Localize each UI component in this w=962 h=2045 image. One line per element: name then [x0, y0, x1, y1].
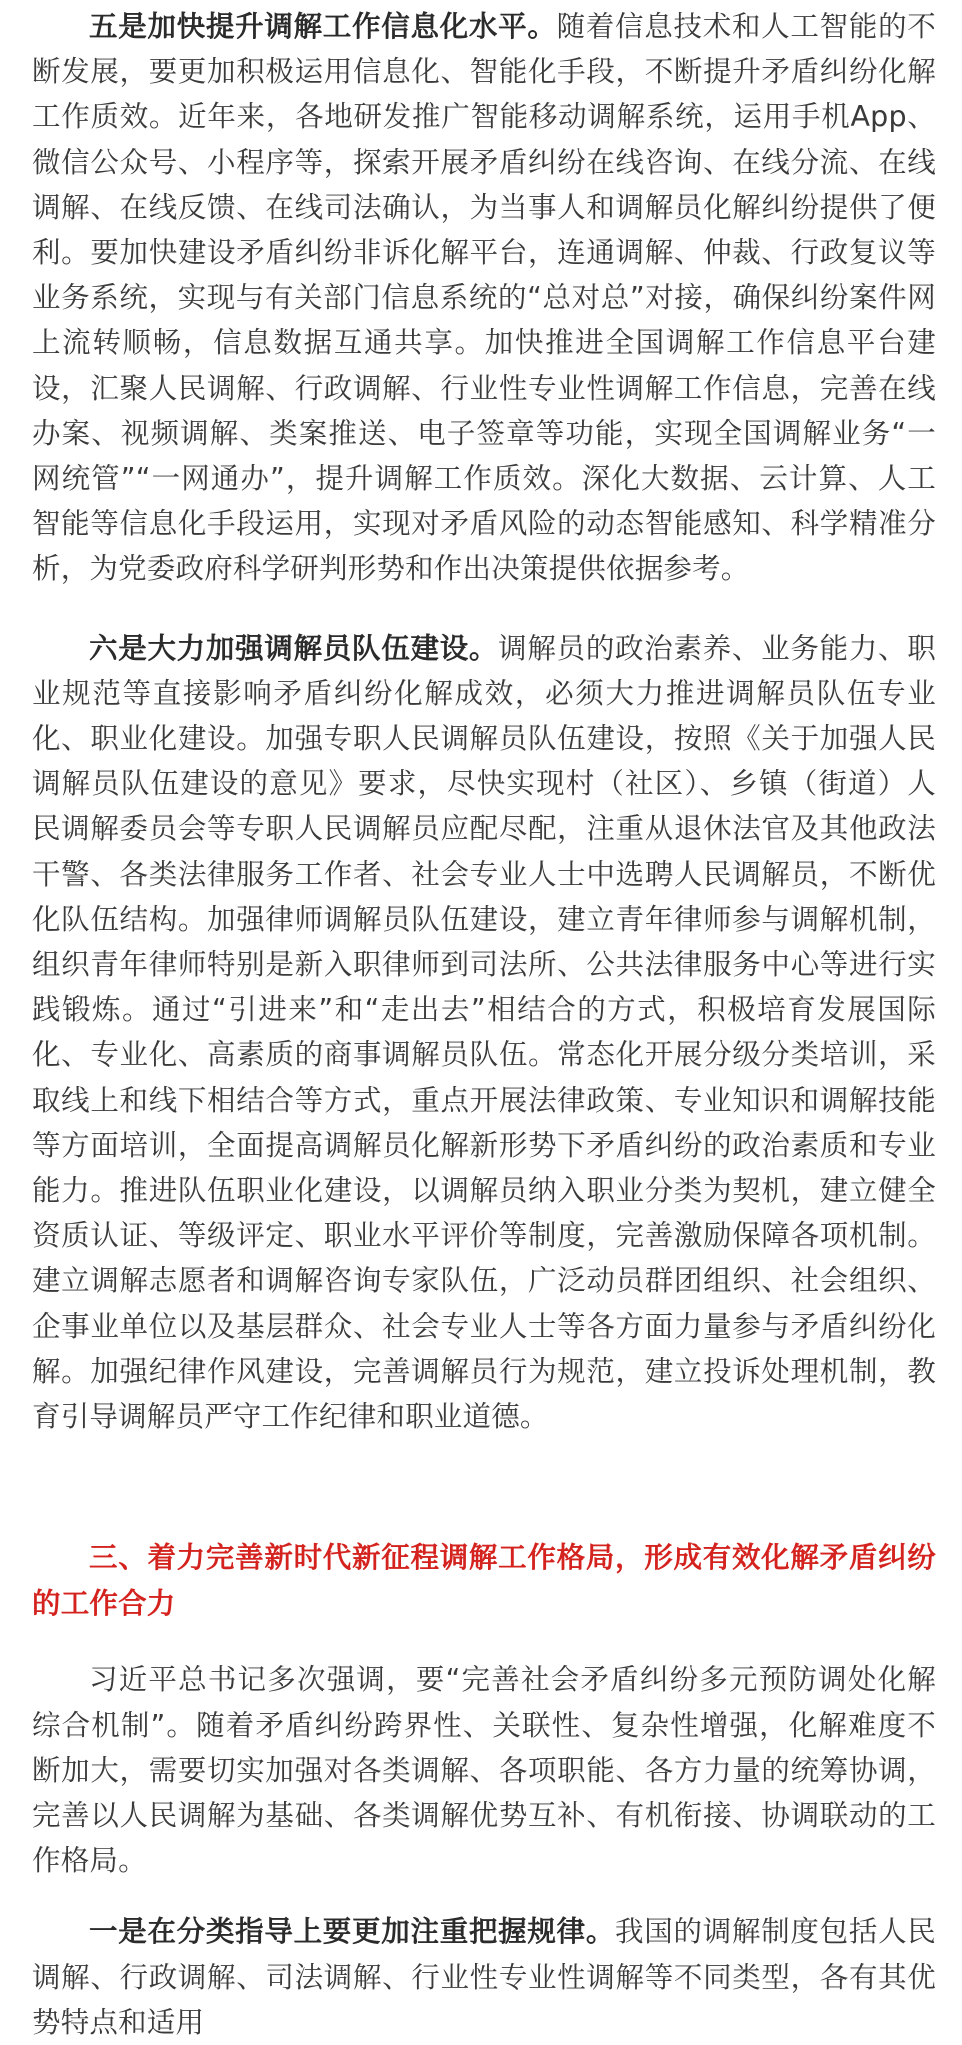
paragraph-intro: 习近平总书记多次强调，要“完善社会矛盾纠纷多元预防调处化解综合机制”。随着矛盾纠纷跨界性、关联性、复杂性增强，化解难度不断加大，需要切实加强对各类调解、各项职能、各方力量的统筹协调，完善以人民调解为基础、各类调解优势互补、有机衔接、协调联动的工作格局。	[32, 1663, 936, 1878]
paragraph-lead: 六是大力加强调解员队伍建设。	[89, 631, 499, 665]
paragraph-mediator-team	[32, 626, 936, 1440]
paragraph-text: 我国的调解制度包括人民调解、行政调解、司法调解、行业性专业性调解等不同类型，各有其优势特点和适用	[32, 1915, 936, 2039]
paragraph-classification	[32, 1909, 936, 2045]
paragraph-text: 调解员的政治素养、业务能力、职业规范等直接影响矛盾纠纷化解成效，必须大力推进调解员队伍专业化、职业化建设。加强专职人民调解员队伍建设，按照《关于加强人民调解员队伍建设的意见》要求，尽快实现村（社区）、乡镇（街道）人民调解委员会等专职人民调解员应配尽配，注重从退休法官及其他政法干警、各类法律服务工作者、社会专业人士中选聘人民调解员，不断优化队伍结构。加强律师调解员队伍建设，建立青年律师参与调解机制，组织青年律师特别是新入职律师到司法所、公共法律服务中心等进行实践锻炼。通过“引进来”和“走出去”相结合的方式，积极培育发展国际化、专业化、高素质的商事调解员队伍。常态化开展分级分类培训，采取线上和线下相结合等方式，重点开展法律政策、专业知识和调解技能等方面培训，全面提高调解员化解新形势下矛盾纠纷的政治素质和专业能力。推进队伍职业化建设，以调解员纳入职业分类为契机，建立健全资质认证、等级评定、职业水平评价等制度，完善激励保障各项机制。建立调解志愿者和调解咨询专家队伍，广泛动员群团组织、社会组织、企事业单位以及基层群众、社会专业人士等各方面力量参与矛盾纠纷化解。加强纪律作风建设，完善调解员行为规范，建立投诉处理机制，教育引导调解员严守工作纪律和职业道德。	[32, 631, 936, 1434]
paragraph-informatization	[32, 4, 936, 592]
paragraph-text: 随着信息技术和人工智能的不断发展，要更加积极运用信息化、智能化手段，不断提升矛盾纠纷化解工作质效。近年来，各地研发推广智能移动调解系统，运用手机App、微信公众号、小程序等，探索开展矛盾纠纷在线咨询、在线分流、在线调解、在线反馈、在线司法确认，为当事人和调解员化解纠纷提供了便利。要加快建设矛盾纠纷非诉化解平台，连通调解、仲裁、行政复议等业务系统，实现与有关部门信息系统的“总对总”对接，确保纠纷案件网上流转顺畅，信息数据互通共享。加快推进全国调解工作信息平台建设，汇聚人民调解、行政调解、行业性专业性调解工作信息，完善在线办案、视频调解、类案推送、电子签章等功能，实现全国调解业务“一网统管”“一网通办”，提升调解工作质效。深化大数据、云计算、人工智能等信息化手段运用，实现对矛盾风险的动态智能感知、科学精准分析，为党委政府科学研判形势和作出决策提供依据参考。	[32, 10, 937, 586]
paragraph-spacer	[32, 1627, 936, 1657]
section-heading: 三、着力完善新时代新征程调解工作格局，形成有效化解矛盾纠纷的工作合力	[32, 1541, 936, 1621]
paragraph-spacer	[32, 1883, 936, 1909]
paragraph-lead: 五是加快提升调解工作信息化水平。	[89, 10, 557, 43]
paragraph-spacer	[32, 592, 936, 626]
section-spacer	[32, 1439, 936, 1535]
paragraph-lead: 一是在分类指导上要更加注重把握规律。	[89, 1915, 616, 1949]
